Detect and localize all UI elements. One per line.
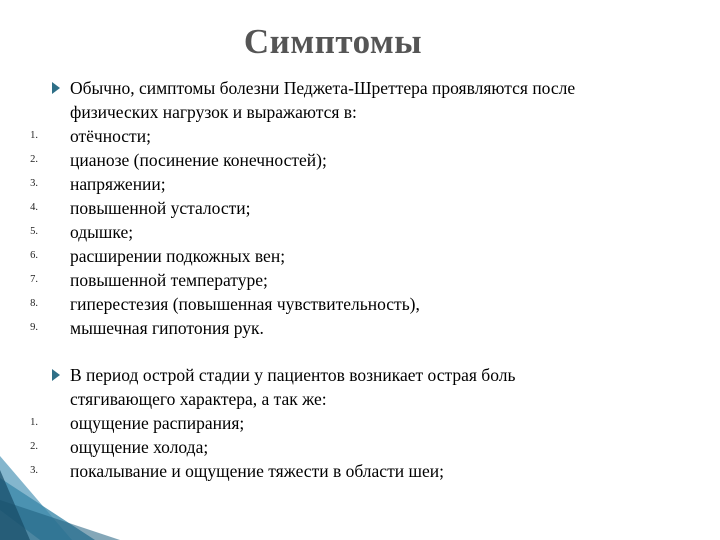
section-intro-line: Обычно, симптомы болезни Педжета-Шреттера проявляются после xyxy=(70,78,576,98)
list-item-number: 8. xyxy=(30,298,38,309)
list-item: ощущение распирания; xyxy=(70,413,245,433)
list-item: повышенной усталости; xyxy=(70,198,251,218)
list-item-number: 4. xyxy=(30,202,38,213)
list-item: мышечная гипотония рук. xyxy=(70,318,264,338)
list-item: отёчности; xyxy=(70,126,151,146)
list-item-number: 7. xyxy=(30,274,38,285)
section-intro-line: стягивающего характера, а так же: xyxy=(70,389,327,409)
list-item-number: 2. xyxy=(30,441,38,452)
list-item-number: 1. xyxy=(30,130,38,141)
list-item: расширении подкожных вен; xyxy=(70,246,286,266)
list-item: напряжении; xyxy=(70,174,166,194)
list-item-number: 6. xyxy=(30,250,38,261)
list-item-number: 3. xyxy=(30,178,38,189)
list-item: повышенной температуре; xyxy=(70,270,268,290)
section-intro-line: В период острой стадии у пациентов возникает острая боль xyxy=(70,365,516,385)
list-item-number: 2. xyxy=(30,154,38,165)
list-item: гиперестезия (повышенная чувствительность), xyxy=(70,294,420,314)
section-intro-line: физических нагрузок и выражаются в: xyxy=(70,102,357,122)
list-item: цианозе (посинение конечностей); xyxy=(70,150,327,170)
list-item: одышке; xyxy=(70,222,134,242)
list-item-number: 3. xyxy=(30,465,38,476)
list-item-number: 5. xyxy=(30,226,38,237)
list-item-number: 1. xyxy=(30,417,38,428)
list-item: покалывание и ощущение тяжести в области шеи; xyxy=(70,461,444,481)
page-title: Симптомы xyxy=(243,22,423,61)
list-item-number: 9. xyxy=(30,322,38,333)
list-item: ощущение холода; xyxy=(70,437,209,457)
